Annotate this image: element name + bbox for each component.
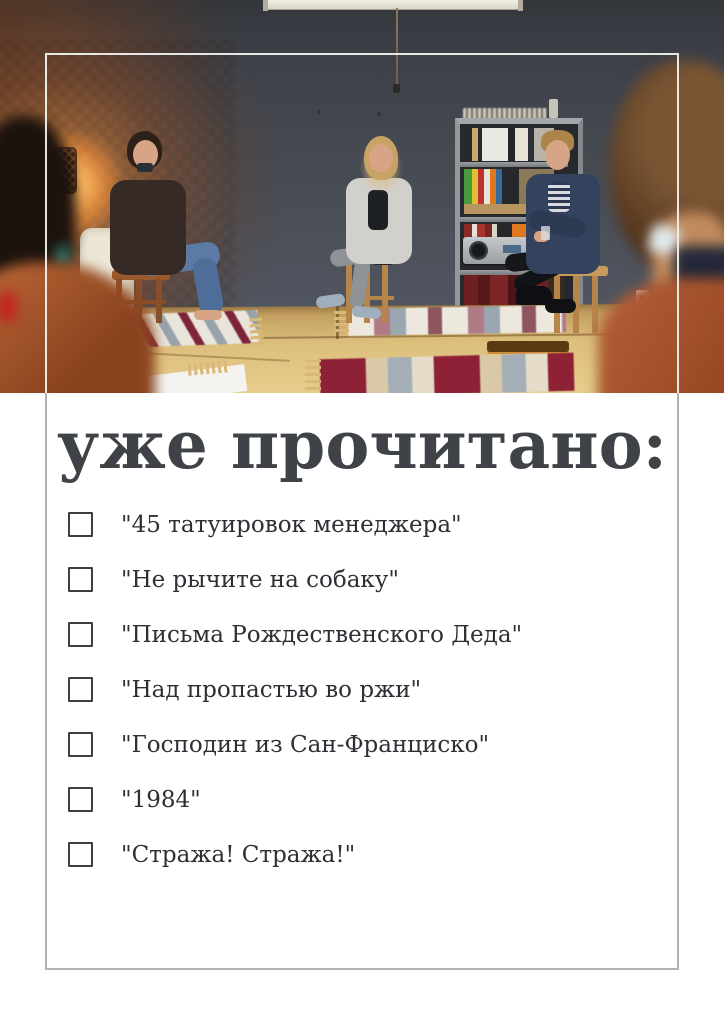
book-title: "45 татуировок менеджера" <box>121 512 462 538</box>
boot <box>545 299 576 313</box>
speaker-icon <box>469 241 488 260</box>
checkbox-unchecked-icon <box>68 842 93 867</box>
projector-screen <box>263 0 523 10</box>
checklist-item <box>68 567 628 592</box>
checklist-item <box>68 732 628 757</box>
book-title: "Господин из Сан-Франциско" <box>121 732 490 758</box>
cord-knob <box>393 84 400 93</box>
wall-hook <box>317 110 321 114</box>
speaker-left-feet <box>194 310 222 320</box>
speaker-left-torso <box>110 180 186 275</box>
checklist-item <box>68 512 628 537</box>
checklist-item <box>68 842 628 867</box>
checkbox-unchecked-icon <box>68 787 93 812</box>
book-title: "Над пропастью во ржи" <box>121 677 422 703</box>
checkbox-unchecked-icon <box>68 567 93 592</box>
striped-rug-front <box>320 353 575 393</box>
checklist-item <box>68 622 628 647</box>
event-photo <box>0 0 724 393</box>
speaker-center-top <box>368 190 388 230</box>
screen-pull-cord <box>396 8 398 85</box>
rug-fringe <box>305 360 321 390</box>
book-title: "Стража! Стража!" <box>121 842 356 868</box>
book-title: "Письма Рождественского Деда" <box>121 622 523 648</box>
speaker-center-face <box>369 144 393 172</box>
table-handle-slot <box>487 341 569 352</box>
book-checklist <box>68 512 628 897</box>
checkbox-unchecked-icon <box>68 622 93 647</box>
poster-title: уже прочитано: <box>57 406 667 484</box>
drinking-glass <box>541 226 550 240</box>
book-title: "1984" <box>121 787 201 813</box>
book-title: "Не рычите на собаку" <box>121 567 399 593</box>
audience-left-accent <box>0 292 16 322</box>
wall-hook <box>377 112 381 116</box>
audience-right-shoulder <box>598 278 724 393</box>
speaker-right-face <box>545 140 570 170</box>
screen-end-cap <box>263 0 268 11</box>
face-mask <box>137 163 153 172</box>
shelf-top-item <box>549 99 558 118</box>
radio-display <box>503 245 521 253</box>
checkbox-unchecked-icon <box>68 732 93 757</box>
checklist-item <box>68 787 628 812</box>
checklist-item <box>68 677 628 702</box>
striped-shirt <box>548 182 570 212</box>
screen-end-cap <box>518 0 523 11</box>
rug-fringe <box>249 317 264 346</box>
checkbox-unchecked-icon <box>68 677 93 702</box>
checkbox-unchecked-icon <box>68 512 93 537</box>
